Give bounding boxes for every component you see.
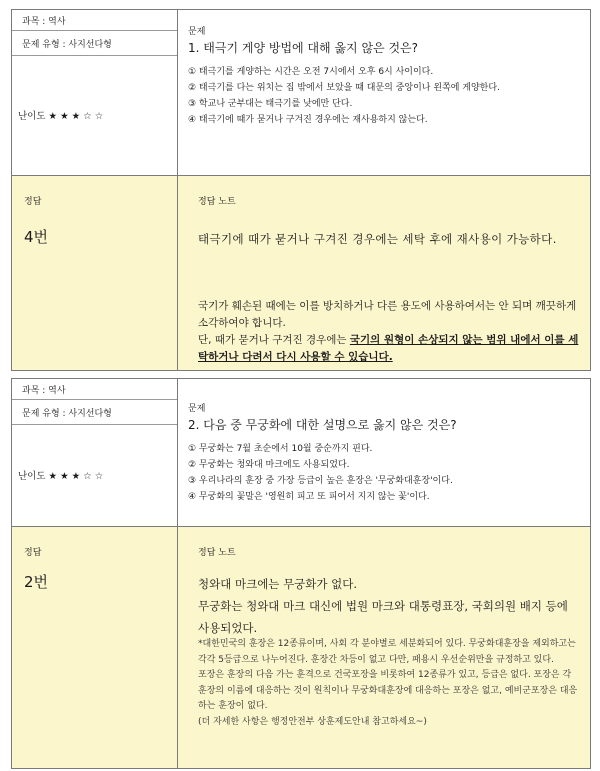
problem-column bbox=[178, 10, 590, 175]
option-1: ① 태극기를 게양하는 시간은 오전 7시에서 오후 6시 사이이다. bbox=[188, 67, 434, 77]
answer-label: 정답 bbox=[24, 197, 42, 207]
explanation-highlight: 국기의 원형이 손상되지 않는 범위 내에서 이를 세탁하거나 다려서 다시 사용할 수 있습니다. bbox=[198, 334, 579, 363]
explanation-main: 태극기에 때가 묻거나 구겨진 경우에는 세탁 후에 재사용이 가능하다. bbox=[198, 232, 557, 246]
difficulty-cell: 난이도 ★ ★ ★ ☆ ☆ bbox=[18, 471, 104, 482]
note-column bbox=[178, 527, 590, 768]
note-label: 정답 노트 bbox=[198, 548, 236, 558]
question-title: 1. 태극기 게양 방법에 대해 옳지 않은 것은? bbox=[188, 41, 418, 55]
subject-cell: 과목 : 역사 bbox=[12, 379, 177, 400]
explanation-main-2: 무궁화는 청와대 마크 대신에 법원 마크와 대통령표장, 국회의원 배지 등에 사용되었다. bbox=[198, 599, 568, 635]
problem-label: 문제 bbox=[188, 404, 206, 414]
problem-label: 문제 bbox=[188, 27, 206, 37]
question-card-2 bbox=[11, 378, 591, 769]
type-cell: 문제 유형 : 사지선다형 bbox=[12, 400, 177, 425]
answer-column bbox=[12, 527, 178, 768]
answer-section bbox=[12, 527, 590, 768]
option-4: ④ 태극기에 때가 묻거나 구겨진 경우에는 재사용하지 않는다. bbox=[188, 115, 428, 125]
subject-cell: 과목 : 역사 bbox=[12, 10, 177, 31]
option-4: ④ 무궁화의 꽃말은 '영원히 피고 또 피어서 지지 않는 꽃'이다. bbox=[188, 492, 430, 502]
answer-section bbox=[12, 176, 590, 370]
note-column bbox=[178, 176, 590, 370]
option-3: ③ 학교나 군부대는 태극기를 낮에만 단다. bbox=[188, 99, 353, 109]
explanation-detail-1: 국기가 훼손된 때에는 이를 방치하거나 다른 용도에 사용하여서는 안 되며 깨끗하게 소각하여야 합니다. bbox=[198, 300, 577, 329]
explanation-detail-2-text: 단, 때가 묻거나 구겨진 경우에는 bbox=[198, 334, 350, 346]
problem-column bbox=[178, 379, 590, 526]
option-2: ② 태극기를 다는 위치는 집 밖에서 보았을 때 대문의 중앙이나 왼쪽에 게양한다. bbox=[188, 83, 500, 93]
difficulty-cell: 난이도 ★ ★ ★ ☆ ☆ bbox=[18, 111, 104, 122]
explanation-main-1: 청와대 마크에는 무궁화가 없다. bbox=[198, 577, 358, 591]
question-title: 2. 다음 중 무궁화에 대한 설명으로 옳지 않은 것은? bbox=[188, 418, 457, 432]
question-section bbox=[12, 379, 590, 527]
question-card-1 bbox=[11, 9, 591, 371]
question-section bbox=[12, 10, 590, 176]
explanation-detail-2 bbox=[198, 332, 582, 366]
meta-column bbox=[12, 10, 178, 175]
explanation-small: *대한민국의 훈장은 12종류이며, 사회 각 분야별로 세분화되어 있다. 무궁화대훈장을 제외하고는 각각 5등급으로 나누어진다. 훈장간 차등이 없고 다만, 패용시 우선순위만을 규정하고 있다. 포장은 훈장의 다음 가는 훈격으로 건국포장을 비롯하여 12종류가 있고, 등급은 없다. 포장은 각 훈장의 이름에 대응하는 것이 원칙이나 무궁화대훈장에 대응하는 포장은 없고, 예비군포장은 대응하는 훈장이 없다. (더 자세한 사항은 행정안전부 상훈제도안내 참고하세요~) bbox=[198, 639, 578, 727]
option-3: ③ 우리나라의 훈장 중 가장 등급이 높은 훈장은 '무궁화대훈장'이다. bbox=[188, 476, 453, 486]
explanation-detail bbox=[198, 298, 582, 366]
answer-value: 2번 bbox=[24, 573, 49, 591]
option-2: ② 무궁화는 청와대 마크에도 사용되었다. bbox=[188, 460, 350, 470]
answer-label: 정답 bbox=[24, 548, 42, 558]
note-label: 정답 노트 bbox=[198, 197, 236, 207]
answer-value: 4번 bbox=[24, 228, 49, 246]
answer-column bbox=[12, 176, 178, 370]
meta-column bbox=[12, 379, 178, 526]
explanation-main bbox=[198, 573, 582, 639]
option-1: ① 무궁화는 7월 초순에서 10월 중순까지 핀다. bbox=[188, 444, 373, 454]
type-cell: 문제 유형 : 사지선다형 bbox=[12, 31, 177, 56]
